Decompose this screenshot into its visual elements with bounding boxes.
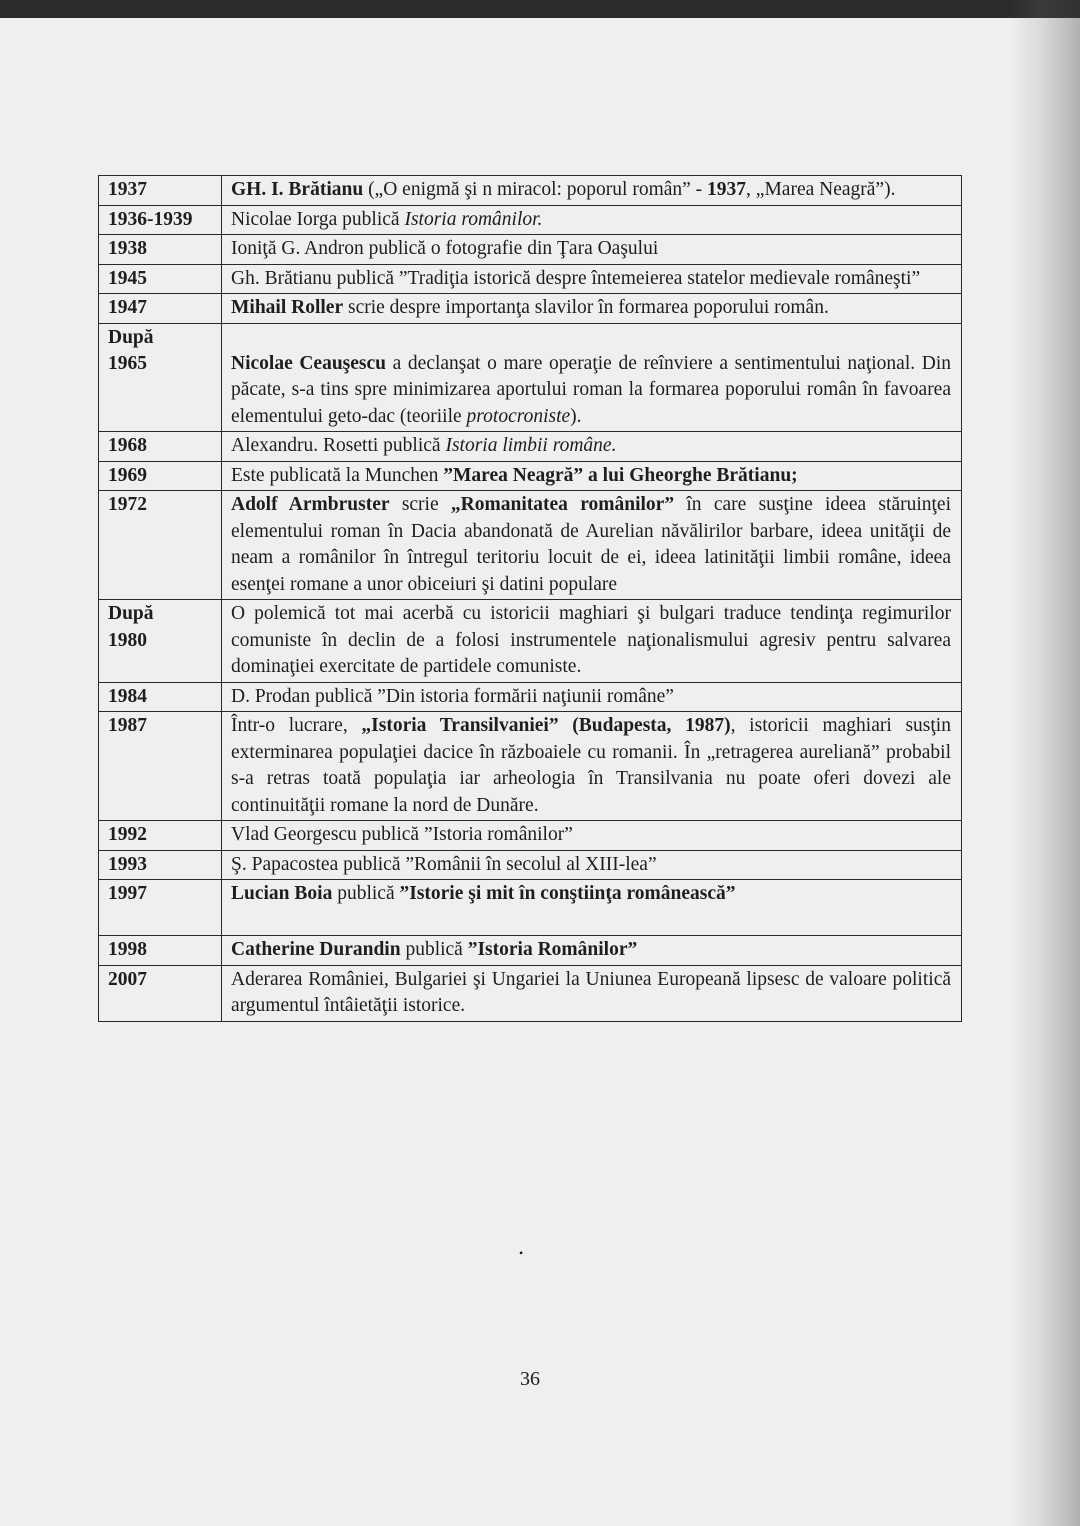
event-cell: [222, 432, 962, 462]
table-row: [99, 682, 962, 712]
year-cell: [99, 712, 222, 821]
table-row: [99, 323, 962, 432]
year-cell: [99, 491, 222, 600]
year-label: 1965: [108, 353, 147, 374]
event-text: scrie: [389, 494, 451, 515]
event-text: Vlad Georgescu publică ”Istoria românilor”: [231, 824, 573, 845]
italic-title: protocroniste: [466, 405, 571, 427]
year-label: 1937: [108, 179, 147, 200]
event-cell: [222, 682, 962, 712]
page-number: 36: [520, 1368, 540, 1390]
event-text: Alexandru. Rosetti publică: [231, 435, 446, 456]
year-cell: [99, 294, 222, 324]
book-spine-shadow: [1010, 0, 1080, 1526]
event-text: ).: [570, 405, 582, 427]
year-label: 1938: [108, 238, 147, 259]
table-row: [99, 176, 962, 206]
table-row: [99, 600, 962, 683]
event-cell: [222, 264, 962, 294]
event-cell: [222, 205, 962, 235]
event-text: Gh. Brătianu publică ”Tradiţia istorică despre întemeierea statelor medievale româneşti”: [231, 267, 921, 289]
bold-text: Adolf Armbruster: [231, 494, 390, 515]
event-text: Ş. Papacostea publică ”Românii în secolul al XIII-lea”: [231, 853, 657, 875]
year-cell: [99, 965, 222, 1021]
event-cell: [222, 323, 962, 432]
year-label: 1980: [108, 629, 147, 651]
table-row: [99, 461, 962, 491]
event-cell: [222, 294, 962, 324]
event-text: scrie despre importanţa slavilor în formarea poporului român.: [343, 297, 829, 318]
year-label: 1987: [108, 715, 147, 736]
event-cell: [222, 176, 962, 206]
table-row: [99, 235, 962, 265]
year-label: După: [108, 326, 154, 348]
event-cell: [222, 235, 962, 265]
event-text: a declanşat o mare operaţie de reînviere a sentimentului naţional. Din păcate, s-a tins spre minimizarea aportului roman la formarea poporului român în favoarea elementului geto-dac (teoriile: [231, 352, 951, 427]
year-cell: [99, 323, 222, 432]
year-cell: [99, 264, 222, 294]
event-cell: [222, 965, 962, 1021]
bold-text: „Romanitatea românilor”: [450, 494, 675, 515]
year-cell: [99, 880, 222, 936]
italic-title: Istoria limbii române.: [445, 435, 617, 456]
bold-text: Mihail Roller: [231, 297, 344, 318]
event-text: Nicolae Iorga publică: [231, 208, 405, 230]
event-cell: [222, 850, 962, 880]
year-label: 1969: [108, 464, 147, 486]
table-row: [99, 712, 962, 821]
year-label: După: [108, 603, 154, 624]
year-label: 1997: [108, 883, 147, 904]
event-cell: [222, 461, 962, 491]
table-row: [99, 821, 962, 851]
bold-text: GH. I. Brătianu: [231, 179, 364, 200]
scan-top-edge: [0, 0, 1080, 18]
year-cell: [99, 432, 222, 462]
bold-text: „Istoria Transilvaniei” (Budapesta, 1987): [361, 715, 731, 736]
year-cell: [99, 821, 222, 851]
event-text: O polemică tot mai acerbă cu istoricii maghiari şi bulgari traduce tendinţa regimurilor comuniste în declin de a folosi instrumentele naţionalismului agresiv pentru salvarea dominaţiei exercitate de partidele comuniste.: [231, 603, 951, 677]
event-cell: [222, 880, 962, 936]
event-cell: [222, 712, 962, 821]
event-text: publică: [400, 939, 468, 960]
bold-text: ”Marea Neagră” a lui Gheorghe Brătianu;: [443, 464, 798, 486]
event-text: D. Prodan publică ”Din istoria formării naţiunii române”: [231, 685, 674, 707]
event-text: publică: [332, 883, 400, 904]
event-text: în care susţine ideea stăruinţei elementului roman în Dacia abandonată de Aurelian năvălirilor barbare, ideea unităţii de neam a românilor în întregul teritoriu locuit de ei, ideea latinităţii limbii române, ideea esenţei romane a unor obiceiuri şi datini populare: [231, 494, 952, 595]
event-cell: [222, 936, 962, 966]
bold-text: Catherine Durandin: [231, 939, 401, 960]
ink-dot: •: [519, 1246, 524, 1260]
year-label: 1947: [108, 297, 147, 318]
year-cell: [99, 936, 222, 966]
table-row: [99, 936, 962, 966]
table-row: [99, 432, 962, 462]
bold-text: 1937: [707, 179, 747, 200]
event-text: („O enigmă şi n miracol: poporul român” -: [363, 179, 708, 200]
year-label: 1984: [108, 685, 147, 707]
chronology-table-body: [99, 176, 962, 1022]
event-text: , istoricii maghiari susţin exterminarea populaţiei dacice în războaiele cu romanii. În „retragerea aureliană” probabil s-a retras toată populaţia iar arheologia în Transilvania nu poate oferi dovezi ale continuităţii romane la nord de Dunăre.: [231, 715, 951, 816]
table-row: [99, 850, 962, 880]
table-row: [99, 205, 962, 235]
year-cell: [99, 205, 222, 235]
year-cell: [99, 600, 222, 683]
table-row: [99, 264, 962, 294]
year-cell: [99, 682, 222, 712]
table-row: [99, 880, 962, 936]
bold-text: ”Istorie şi mit în conştiinţa românească”: [399, 883, 736, 904]
year-label: 1972: [108, 494, 147, 515]
table-row: [99, 294, 962, 324]
year-label: 1945: [108, 267, 147, 289]
year-label: 1992: [108, 824, 147, 845]
event-text: Aderarea României, Bulgariei şi Ungariei la Uniunea Europeană lipsesc de valoare politică argumentul întâietăţii istorice.: [231, 968, 951, 1016]
year-label: 1998: [108, 939, 147, 960]
italic-title: Istoria românilor.: [404, 208, 543, 230]
event-text: Este publicată la Munchen: [231, 464, 444, 486]
table-row: [99, 965, 962, 1021]
table-row: [99, 491, 962, 600]
event-text: , „Marea Neagră”).: [746, 179, 896, 200]
year-cell: [99, 850, 222, 880]
event-cell: [222, 821, 962, 851]
chronology-table: [98, 175, 962, 1022]
event-text: Într-o lucrare,: [231, 715, 362, 736]
year-label: 2007: [108, 968, 147, 990]
year-cell: [99, 461, 222, 491]
year-label: 1968: [108, 435, 147, 456]
year-cell: [99, 176, 222, 206]
bold-text: Lucian Boia: [231, 883, 333, 904]
year-cell: [99, 235, 222, 265]
bold-text: Nicolae Ceauşescu: [231, 352, 387, 374]
bold-text: ”Istoria Românilor”: [467, 939, 638, 960]
event-cell: [222, 600, 962, 683]
event-cell: [222, 491, 962, 600]
year-label: 1993: [108, 853, 147, 875]
year-label: 1936-1939: [108, 208, 193, 230]
event-text: Ioniţă G. Andron publică o fotografie din Ţara Oaşului: [231, 238, 659, 259]
